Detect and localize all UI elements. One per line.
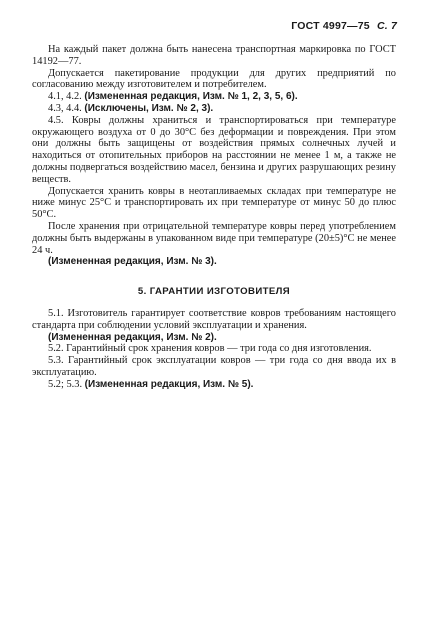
paragraph-warranty: 5.1. Изготовитель гарантирует соответствие ковров требованиям настоящего стандарта при соблюдении условий эксплуатации и хранения. <box>32 307 396 331</box>
paragraph-storage: 4.5. Ковры должны храниться и транспортироваться при температуре окружающего воздуха от 0 до 30°С без деформации и повреждения. При этом они должны быть защищены от воздействия прямых солнечных лучей и находиться от отопительных приборов на расстоянии не менее 1 м, а также не должны подвергаться воздействию масел, бензина и других разрушающих резину веществ. <box>32 114 396 185</box>
paragraph-marking: На каждый пакет должна быть нанесена транспортная маркировка по ГОСТ 14192—77. <box>32 44 396 67</box>
amendment-note <box>32 103 396 115</box>
amendment-text: (Исключены, Изм. № 2, 3). <box>84 102 214 114</box>
amendment-text: (Измененная редакция, Изм. № 3). <box>48 256 217 268</box>
page-number: С. 7 <box>376 20 397 32</box>
amendment-clause: 4.1, 4.2. <box>48 91 85 103</box>
paragraph-service-period: 5.3. Гарантийный срок эксплуатации ковров — три года со дня ввода их в эксплуатацию. <box>32 355 396 378</box>
amendment-clause: 4.3, 4.4. <box>48 102 85 114</box>
amendment-note <box>32 379 396 391</box>
paragraph-unheated-storage: Допускается хранить ковры в неотапливаемых складах при температуре не ниже минус 25°С и транспортировать их при температуре от минус 50 до плюс 50°С. <box>32 185 396 221</box>
amendment-text: (Измененная редакция, Изм. № 1, 2, 3, 5, 6). <box>84 91 298 103</box>
amendment-note <box>32 332 396 344</box>
amendment-text: (Измененная редакция, Изм. № 5). <box>84 378 254 390</box>
amendment-note <box>32 91 396 103</box>
amendment-note <box>32 256 396 268</box>
amendment-text: (Измененная редакция, Изм. № 2). <box>48 331 217 343</box>
standard-number: ГОСТ 4997—75 <box>291 20 370 32</box>
paragraph-after-storage: После хранения при отрицательной температуре ковры перед употреблением должны быть выдержаны в упакованном виде при температуре (20±5)°С не менее 24 ч. <box>32 220 396 256</box>
paragraph-palletizing: Допускается пакетирование продукции для других предприятий по согласованию между изготовителем и потребителем. <box>32 67 396 91</box>
paragraph-storage-period: 5.2. Гарантийный срок хранения ковров — три года со дня изготовления. <box>48 343 372 355</box>
section-heading: 5. ГАРАНТИИ ИЗГОТОВИТЕЛЯ <box>137 286 291 298</box>
page-header <box>291 20 397 32</box>
amendment-clause: 5.2; 5.3. <box>48 378 85 390</box>
document-body <box>32 44 396 391</box>
